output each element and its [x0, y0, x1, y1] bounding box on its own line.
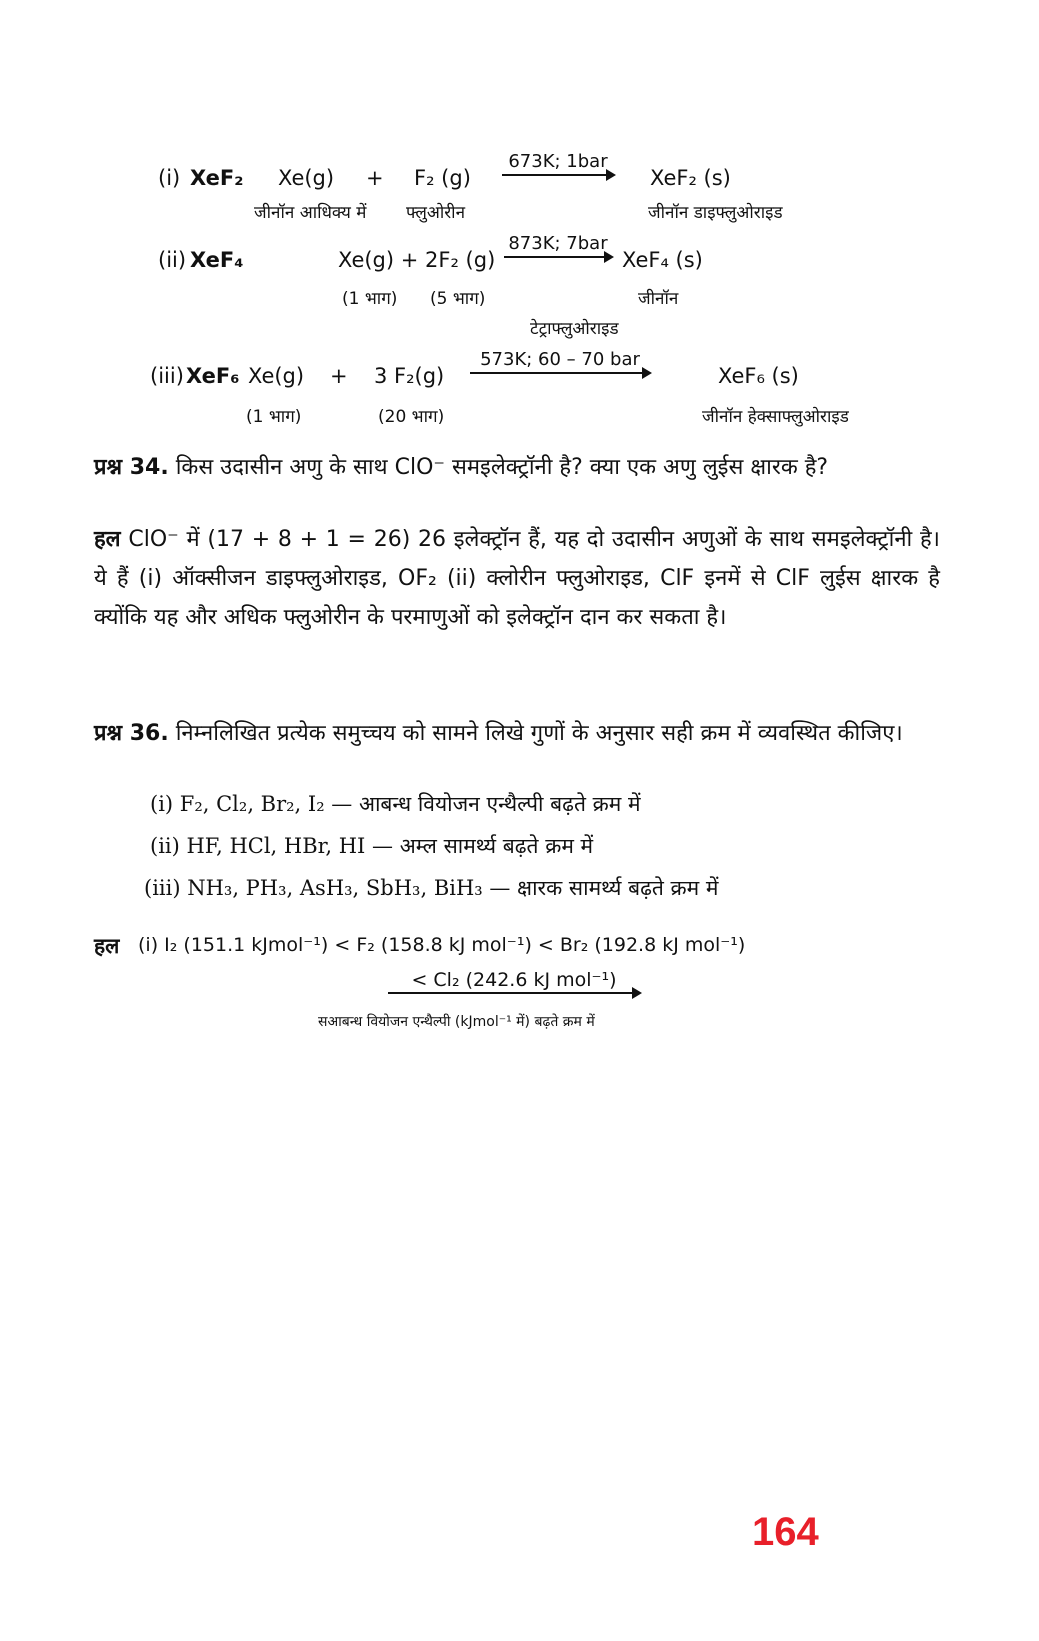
reaction-1-number: (i) [158, 166, 181, 190]
reaction-1-plus: + [366, 166, 384, 190]
answer-36-line-2: < Cl₂ (242.6 kJ mol⁻¹) [411, 969, 617, 991]
reaction-3-reactant-1: Xe(g) [248, 364, 305, 388]
reaction-2-compound: XeF₄ [190, 248, 244, 272]
question-36-text: निम्नलिखित प्रत्येक समुच्चय को सामने लिखे गुणों के अनुसार सही क्रम में व्यवस्थित कीजिए। [175, 721, 903, 746]
reaction-1-compound: XeF₂ [190, 166, 244, 190]
answer-34-text: ClO⁻ में (17 + 8 + 1 = 26) 26 इलेक्ट्रॉन हैं, यह दो उदासीन अणुओं के साथ समइलेक्ट्रॉनी है। ये हैं (i) ऑक्सीजन डाइफ्लुओराइड, OF₂ (ii) क्लोरीन फ्लुओराइड, ClF इनमें से ClF लुईस क्षारक है क्योंकि यह और अधिक फ्लुओरीन के परमाणुओं को इलेक्ट्रॉन दान कर सकता है। [94, 527, 940, 630]
reaction-3-label-2: (20 भाग) [378, 407, 445, 427]
question-36-item-3: (iii) NH₃, PH₃, AsH₃, SbH₃, BiH₃ — क्षारक सामर्थ्य बढ़ते क्रम में [144, 876, 719, 900]
question-36-label: प्रश्न 36. [94, 721, 169, 746]
answer-34 [94, 520, 940, 637]
reaction-1-label-2: फ्लुओरीन [406, 203, 466, 223]
question-34 [94, 448, 940, 487]
reaction-2-condition: 873K; 7bar [508, 233, 608, 254]
reaction-1-arrow [502, 152, 614, 176]
reaction-3-plus: + [330, 364, 348, 388]
reaction-2-label-1: (1 भाग) [342, 289, 398, 309]
reaction-2-equation: Xe(g) + 2F₂ (g) [338, 248, 496, 272]
answer-36-line-1: (i) I₂ (151.1 kJmol⁻¹) < F₂ (158.8 kJ mol⁻¹) < Br₂ (192.8 kJ mol⁻¹) [138, 934, 746, 956]
reaction-2-product-label-2: टेट्राफ्लुओराइड [530, 319, 619, 339]
answer-36-caption: सआबन्ध वियोजन एन्थैल्पी (kJmol⁻¹ में) बढ़ते क्रम में [318, 1014, 595, 1030]
reaction-3-condition: 573K; 60 – 70 bar [480, 349, 640, 370]
reaction-2-product-label: जीनॉन [638, 289, 679, 309]
reaction-1-product-label: जीनॉन डाइफ्लुओराइड [648, 203, 783, 223]
reaction-3-number: (iii) [150, 364, 184, 388]
reaction-3-product: XeF₆ (s) [718, 364, 799, 388]
reaction-3-compound: XeF₆ [186, 364, 240, 388]
reaction-2-arrow [504, 234, 612, 258]
answer-36-arrow [388, 970, 640, 994]
reaction-1-reactant-1: Xe(g) [278, 166, 335, 190]
reaction-1-condition: 673K; 1bar [508, 151, 608, 172]
reaction-2-product: XeF₄ (s) [622, 248, 703, 272]
reaction-1-label-1: जीनॉन आधिक्य में [254, 203, 367, 223]
question-36-item-2: (ii) HF, HCl, HBr, HI — अम्ल सामर्थ्य बढ़ते क्रम में [150, 834, 594, 858]
question-36-item-1: (i) F₂, Cl₂, Br₂, I₂ — आबन्ध वियोजन एन्थैल्पी बढ़ते क्रम में [150, 792, 641, 816]
reaction-1-product: XeF₂ (s) [650, 166, 731, 190]
reaction-3-product-label: जीनॉन हेक्साफ्लुओराइड [702, 407, 849, 427]
answer-34-label: हल [94, 527, 121, 552]
question-34-label: प्रश्न 34. [94, 455, 169, 480]
answer-36-label: हल [94, 934, 120, 958]
reaction-3-reactant-2: 3 F₂(g) [374, 364, 445, 388]
question-34-text: किस उदासीन अणु के साथ ClO⁻ समइलेक्ट्रॉनी है? क्या एक अणु लुईस क्षारक है? [175, 455, 829, 480]
reaction-2-number: (ii) [158, 248, 187, 272]
page-number: 164 [752, 1510, 819, 1554]
reaction-1-reactant-2: F₂ (g) [414, 166, 471, 190]
reaction-2-label-2: (5 भाग) [430, 289, 486, 309]
question-36 [94, 714, 940, 753]
reaction-3-arrow [470, 350, 650, 374]
reaction-3-label-1: (1 भाग) [246, 407, 302, 427]
